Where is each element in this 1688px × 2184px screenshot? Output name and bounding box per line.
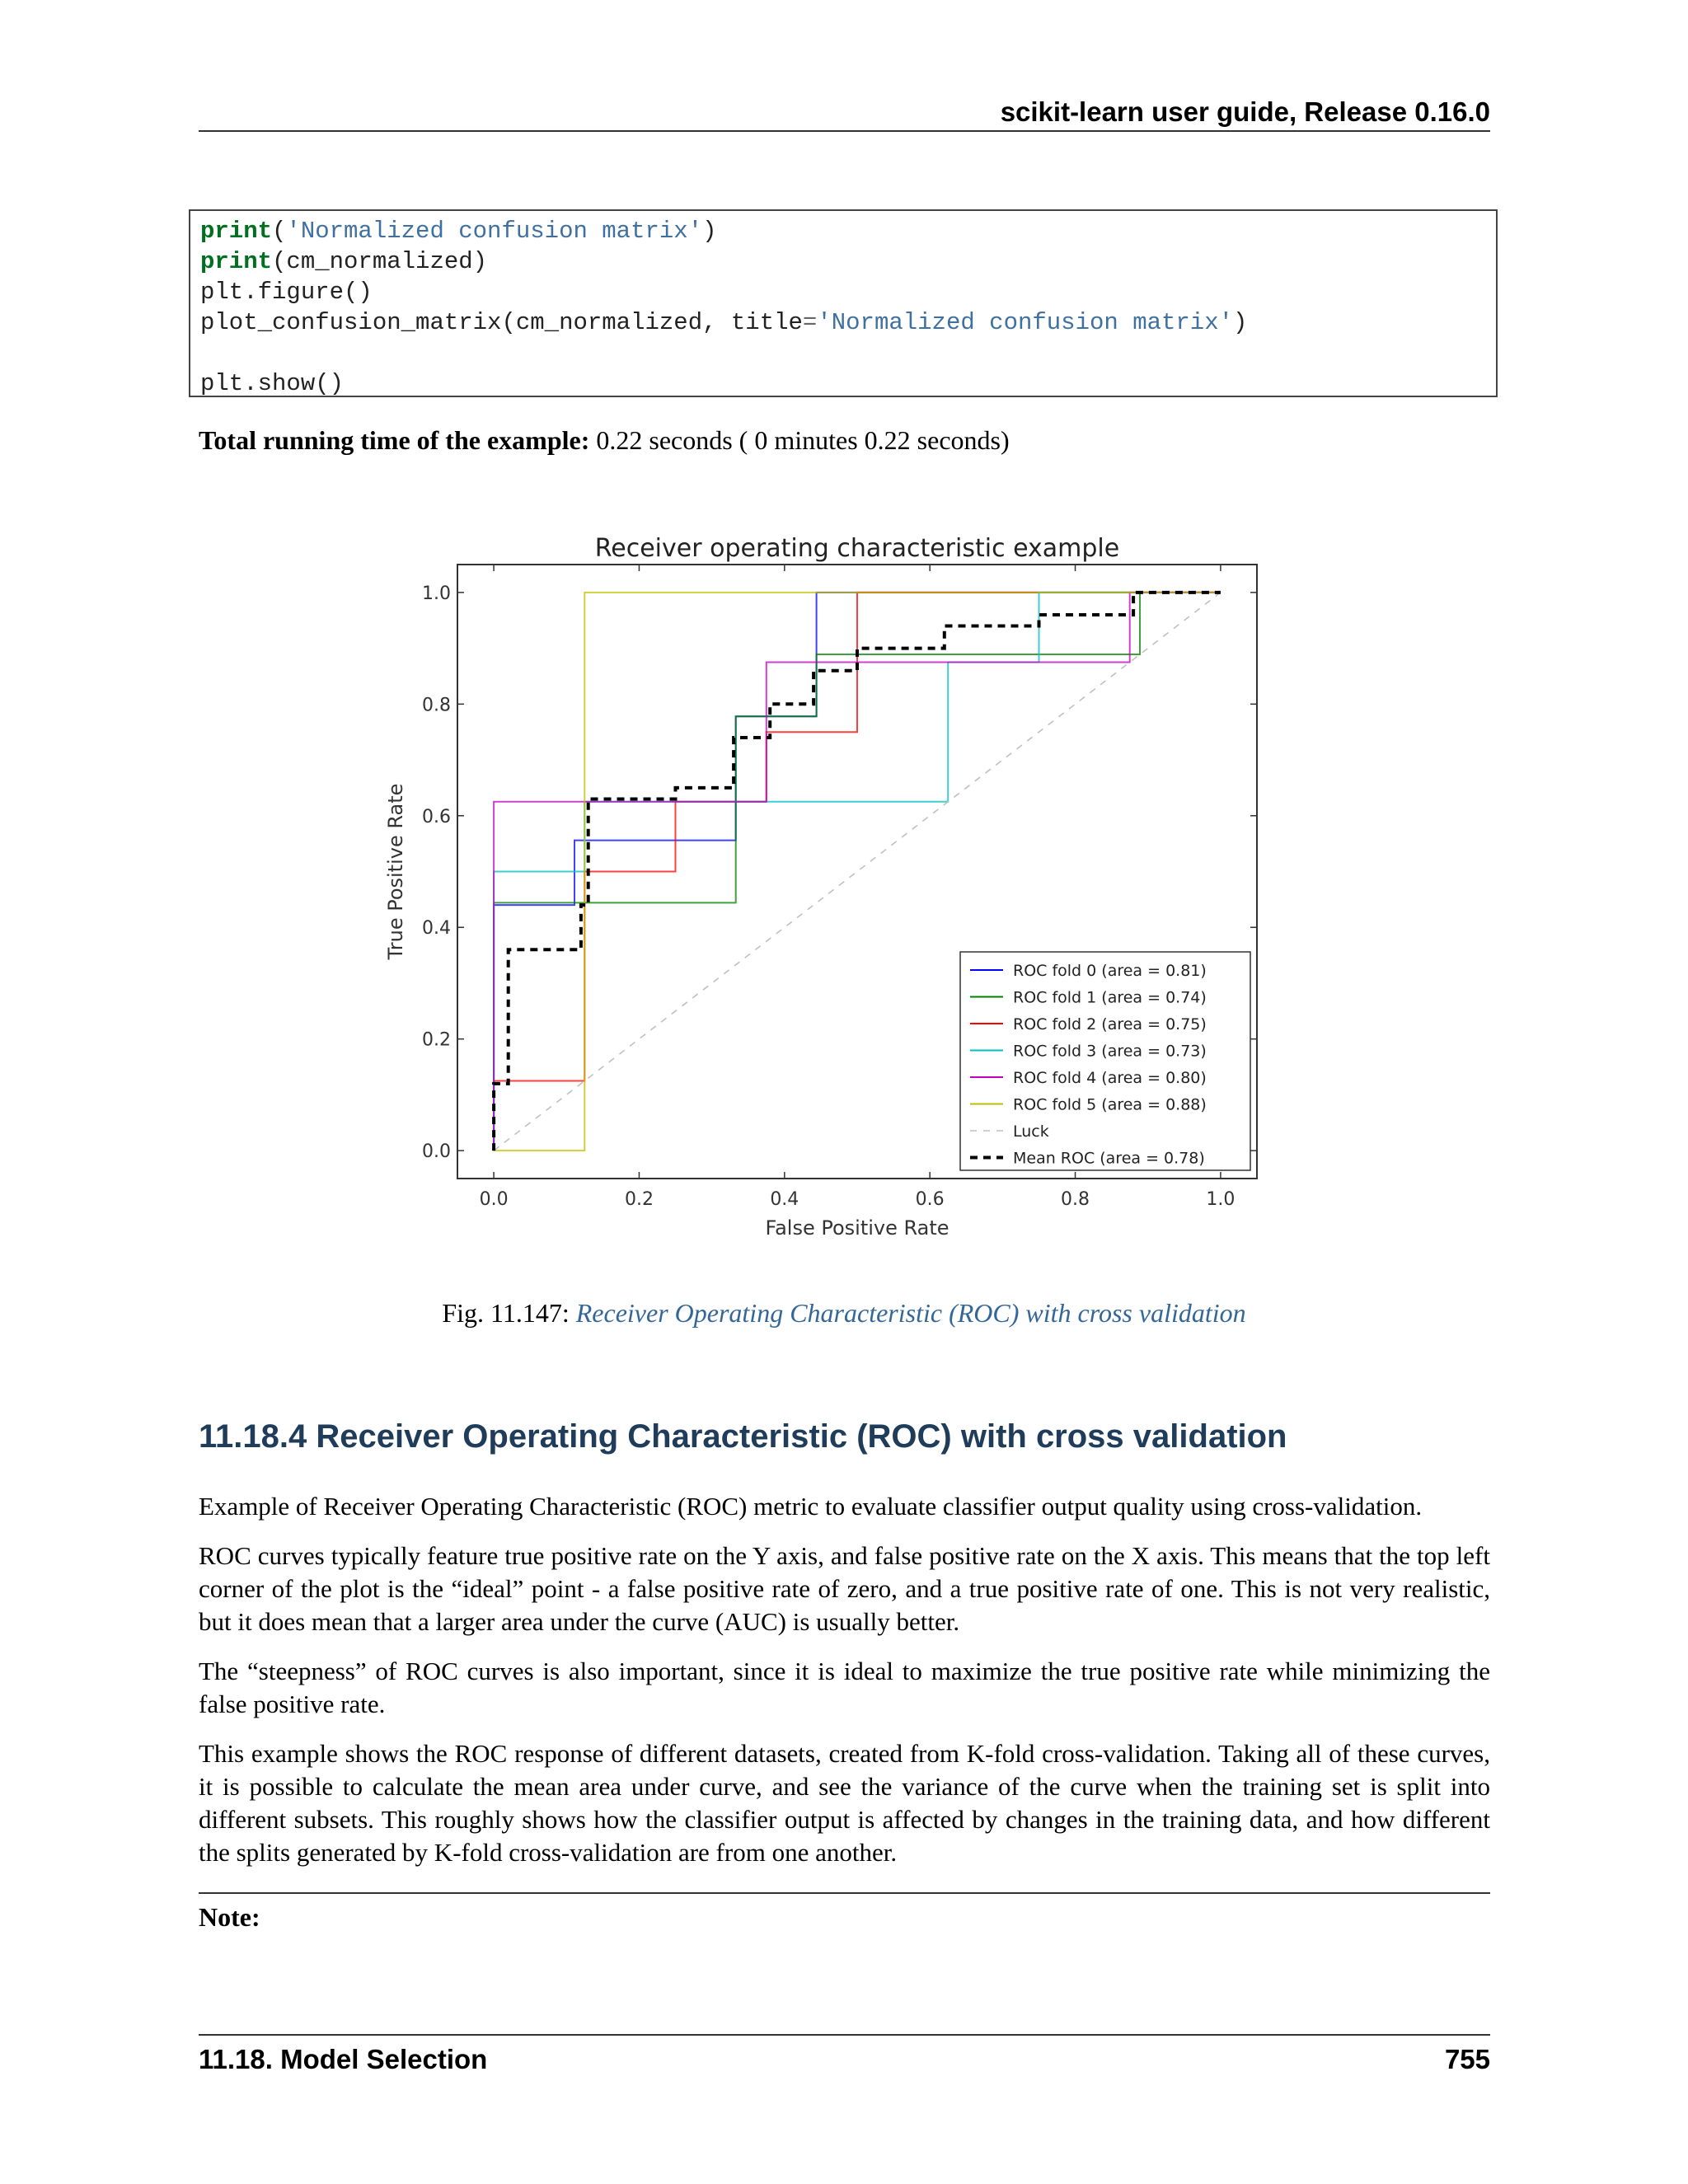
note-label: Note: xyxy=(199,1902,260,1932)
code-text: plt.show() xyxy=(200,370,345,397)
note-rule xyxy=(199,1892,1490,1894)
caption-link[interactable]: Receiver Operating Characteristic (ROC) with cross validation xyxy=(575,1298,1246,1328)
footer-rule xyxy=(199,2034,1490,2036)
running-header-title: scikit-learn user guide, Release 0.16.0 xyxy=(1000,96,1490,127)
code-text: plot_confusion_matrix(cm_normalized, title xyxy=(200,309,803,336)
paragraph-intro: Example of Receiver Operating Characteristic (ROC) metric to evaluate classifier output quality using cross-validation. xyxy=(199,1492,1423,1521)
code-line xyxy=(200,246,1496,277)
code-text: ) xyxy=(702,218,717,245)
paragraph-roc-axes: ROC curves typically feature true positive rate on the Y axis, and false positive rate on the X axis. This means that the top left corner of the plot is the “ideal” point - a false positive rate of zero, and a true positive rate of one. This is not very realistic, but it does mean that a larger area under the curve (AUC) is usually better. xyxy=(199,1541,1490,1636)
y-tick-label: 1.0 xyxy=(422,583,451,604)
legend-label-3: ROC fold 3 (area = 0.73) xyxy=(1013,1042,1207,1061)
caption-label: Fig. 11.147: xyxy=(442,1298,576,1328)
legend-label-1: ROC fold 1 (area = 0.74) xyxy=(1013,988,1207,1007)
code-line xyxy=(200,368,1496,399)
paragraph-kfold: This example shows the ROC response of different datasets, created from K-fold cross-validation. Taking all of these curves, it is possible to calculate the mean area under curve, and see the variance of the curve when the training set is split into different subsets. This roughly shows how the classifier output is affected by changes in the training data, and how different the splits generated by K-fold cross-validation are from one another. xyxy=(199,1739,1490,1867)
x-tick-label: 0.0 xyxy=(479,1189,509,1210)
footer-section: 11.18. Model Selection xyxy=(199,2044,488,2074)
code-text: ) xyxy=(1233,309,1248,336)
x-tick-label: 0.8 xyxy=(1061,1189,1090,1210)
legend-box xyxy=(960,952,1250,1170)
code-block xyxy=(189,209,1498,397)
figure-caption xyxy=(0,1295,1688,1331)
y-tick-label: 0.6 xyxy=(422,806,451,827)
x-tick-label: 0.6 xyxy=(915,1189,945,1210)
legend-label-2: ROC fold 2 (area = 0.75) xyxy=(1013,1015,1207,1033)
code-line xyxy=(200,277,1496,307)
y-tick-label: 0.0 xyxy=(422,1141,451,1163)
y-tick-label: 0.2 xyxy=(422,1029,451,1051)
y-tick-label: 0.8 xyxy=(422,695,451,716)
legend-label-0: ROC fold 0 (area = 0.81) xyxy=(1013,962,1207,980)
runtime-line xyxy=(199,422,1010,458)
code-line xyxy=(200,216,1496,246)
section-title: 11.18.4 Receiver Operating Characteristic (ROC) with cross validation xyxy=(199,1418,1287,1455)
code-string: 'Normalized confusion matrix' xyxy=(817,309,1234,336)
roc-chart xyxy=(379,527,1269,1253)
code-text: plt.figure() xyxy=(200,279,373,306)
legend-label-6: Luck xyxy=(1013,1122,1049,1141)
code-keyword: print xyxy=(200,248,273,275)
paragraph-steepness: The “steepness” of ROC curves is also important, since it is ideal to maximize the true positive rate while minimizing the false positive rate. xyxy=(199,1657,1490,1718)
roc-figure xyxy=(379,527,1269,1253)
code-keyword: print xyxy=(200,218,273,245)
y-axis-label: True Positive Rate xyxy=(384,783,407,960)
x-axis-label: False Positive Rate xyxy=(765,1216,950,1240)
page-number: 755 xyxy=(1444,2044,1490,2074)
legend-label-7: Mean ROC (area = 0.78) xyxy=(1013,1149,1205,1168)
x-tick-label: 0.4 xyxy=(770,1189,799,1210)
legend-label-5: ROC fold 5 (area = 0.88) xyxy=(1013,1095,1207,1114)
header-rule xyxy=(199,130,1490,132)
runtime-label: Total running time of the example: xyxy=(199,425,590,455)
y-tick-label: 0.4 xyxy=(422,918,451,940)
code-string: 'Normalized confusion matrix' xyxy=(286,218,703,245)
code-text: ( xyxy=(272,218,287,245)
code-text: = xyxy=(802,309,818,336)
code-line xyxy=(200,307,1496,338)
code-text: (cm_normalized) xyxy=(272,248,488,275)
chart-title: Receiver operating characteristic example xyxy=(594,534,1120,563)
legend-label-4: ROC fold 4 (area = 0.80) xyxy=(1013,1069,1207,1087)
code-line xyxy=(200,338,1496,368)
x-tick-label: 0.2 xyxy=(624,1189,654,1210)
x-tick-label: 1.0 xyxy=(1206,1189,1236,1210)
runtime-value: 0.22 seconds ( 0 minutes 0.22 seconds) xyxy=(596,425,1010,455)
